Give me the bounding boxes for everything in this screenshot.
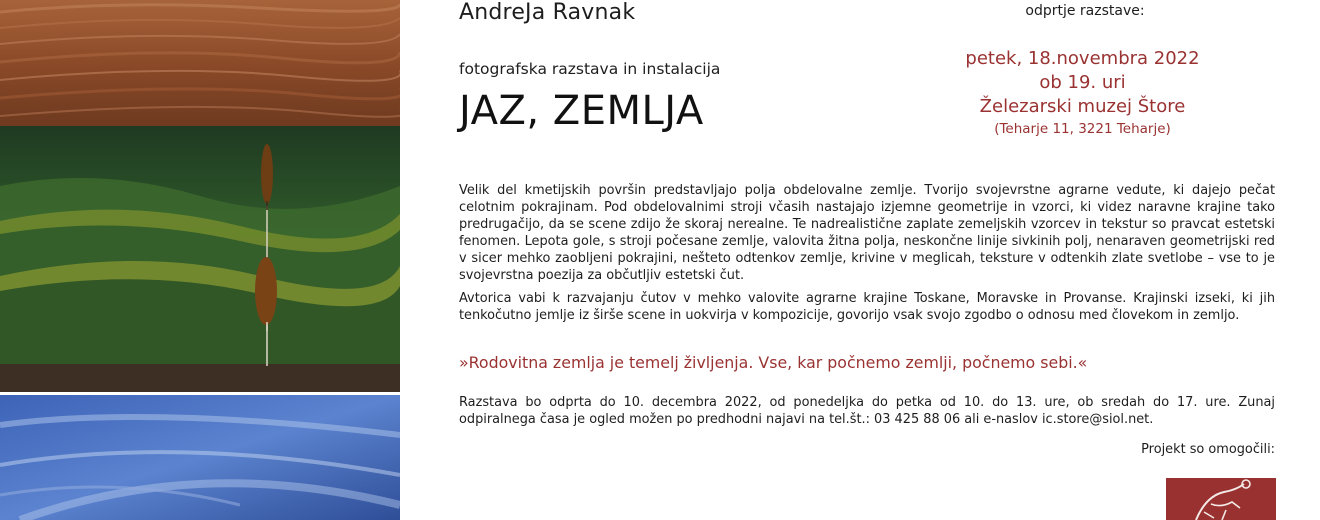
opening-label: odprtje razstave:: [1025, 3, 1145, 19]
opening-venue: Železarski muzej Štore: [979, 96, 1186, 117]
exhibition-subtitle: fotografska razstava in instalacija: [459, 60, 721, 78]
photo-tuscany-cypress: [0, 126, 400, 392]
quote: »Rodovitna zemlja je temelj življenja. Vse, kar počnemo zemlji, počnemo sebi.«: [459, 353, 1088, 372]
photo-plowed-field: [0, 0, 400, 126]
description-paragraph-2: Avtorica vabi k razvajanju čutov v mehko valovite agrarne krajine Toskane, Moravske in Provanse. Krajinski izseki, ki jih tenkočutno jemlje iz širše scene in uokvirja v kompozicije, govorijo vsak svojo zgodbo o odnosu med človekom in zemljo.: [459, 291, 1275, 323]
credits-label: Projekt so omogočili:: [1141, 442, 1275, 457]
opening-address: (Teharje 11, 3221 Teharje): [994, 121, 1171, 137]
photo-strip: [0, 0, 400, 520]
opening-hours-paragraph: Razstava bo odprta do 10. decembra 2022, od ponedeljka do petka od 10. do 13. ure, ob sredah do 17. ure. Zunaj odpiralnega časa je ogled možen po predhodni najavi na tel.št.: 03 425 88 06 ali e-naslov ic.store@siol.net.: [459, 395, 1275, 427]
sponsor-logo: [1166, 478, 1276, 520]
photo-blue-field: [0, 395, 400, 520]
description-paragraph-1: Velik del kmetijskih površin predstavljajo polja obdelovalne zemlje. Tvorijo svojevrstne agrarne vedute, ki dajejo pečat celotnim pokrajinam. Pod obdelovalnimi stroji včasih nastajajo izjemne geometrije in vzorci, ki videz naravne krajine tako predrugačijo, da se scene zdijo že skoraj nerealne. Te nadrealistične zaplate zemeljskih vzorcev in tekstur so pravcat estetski fenomen. Lepota gole, s stroji počesane zemlje, valovita žitna polja, neskončne linije sivkinih polj, nenaraven geometrijski red v sicer mehko zaobljeni pokrajini, nešteto odtenkov zemlje, krivine v meglicah, teksture v odtenkih zlate svetlobe – vse to je svojevrstna poezija za občutljiv estetski čut.: [459, 183, 1275, 283]
opening-date: petek, 18.novembra 2022: [965, 48, 1200, 69]
exhibition-title: JAZ, ZEMLJA: [459, 88, 704, 134]
opening-time: ob 19. uri: [1039, 72, 1126, 93]
opening-details: [940, 47, 1225, 138]
author-name: AndreJa Ravnak: [459, 0, 636, 25]
